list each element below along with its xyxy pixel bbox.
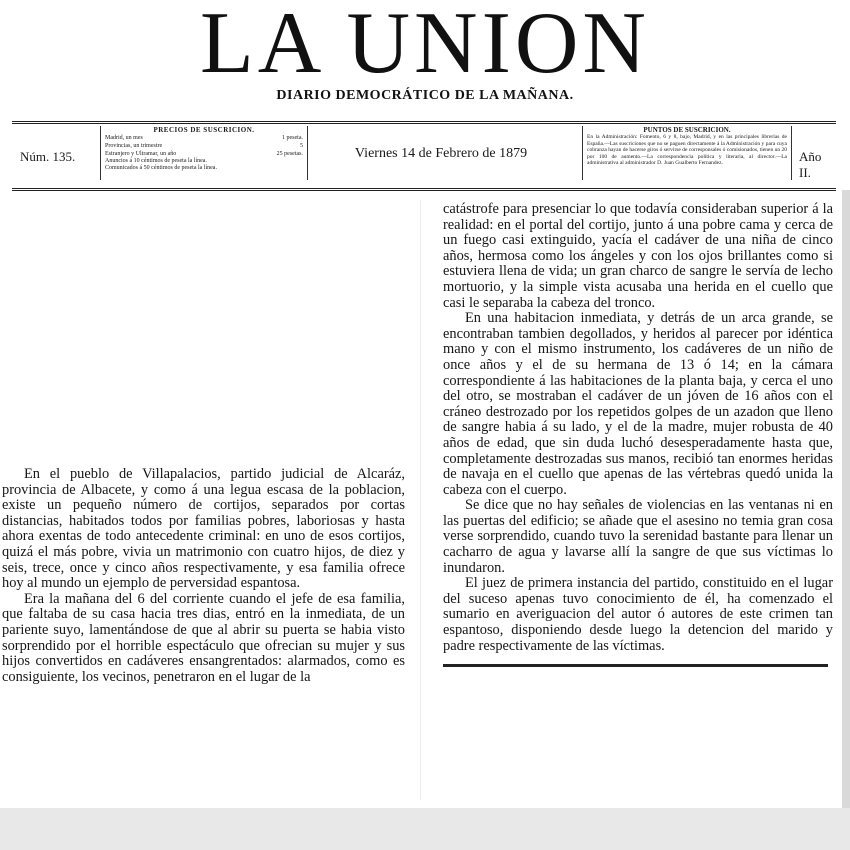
article-paragraph: Era la mañana del 6 del corriente cuando el jefe de esa familia, que faltaba de su casa hacia tres dias, entró en la inmediata, de un pariente suyo, lamentándose de que al abrir su puerta se habia visto sorprendido por el horrible espectáculo que ofrecian su mujer y sus hijos convertidos en cadáveres ensangrentados: alarmados, como es consiguiente, los vecinos, penetraron en el lugar de la <box>2 590 405 685</box>
issue-date: Viernes 14 de Febrero de 1879 <box>354 146 528 161</box>
subscription-row-price: 1 peseta. <box>282 135 303 141</box>
points-text: En la Administración: Fomento, 6 y 8, bajo, Madrid, y en las principales librerías de España.—Las suscriciones que no se paguen directamente á la Administración y para cuya cobranza hayan de hacerse giros ó servirse de corresponsales ó comisionados, tienen un 20 por 100 de aumento.—La correspondencia política y literaria, al director.—La administrativa al administrador D. Juan Gualberto Fernandez. <box>587 134 787 167</box>
article-paragraph-continuation: catástrofe para presenciar lo que todavía consideraban superior á la realidad: en el portal del cortijo, junto á una pobre cama y cerca de un fuego casi extinguido, yacía el cadáver de una niña de cinco años, hermosa como los ángeles y con los ojos brillantes como si estuviera llena de vida; un gran charco de sangre le servía de lecho mortuorio, y la simple vista acusaba una herida en el cuello que casi le separaba la cabeza del tronco. <box>443 201 833 311</box>
article-paragraph: Se dice que no hay señales de violencias en las ventanas ni en las puertas del edificio; se añade que el asesino no temia gran cosa verse sorprendido, cuando tuvo la serenidad bastante para llenar un cacharro de agua y lavarse allí la sangre de que sus víctimas lo inundaron. <box>443 497 833 576</box>
subscription-row <box>105 142 303 150</box>
newspaper-title: LA UNION <box>200 0 650 92</box>
page-edge-shadow <box>842 190 850 808</box>
subscription-row <box>105 150 303 158</box>
article-paragraph: En el pueblo de Villapalacios, partido judicial de Alcaráz, provincia de Albacete, y como á una legua escasa de la poblacion, existe un pequeño número de cortijos, separados por cortas distancias, habitados todos por familias pobres, laboriosas y hasta ahora exentas de todo antecedente criminal: en uno de esos cortijos, quizá el más pobre, vivia un matrimonio con cuatro hijos, de diez y seis, trece, once y cinco años respectivamente, y esa familia ofrece hoy al mundo un ejemplo de perversidad espantosa. <box>2 466 405 592</box>
article-paragraph: El juez de primera instancia del partido, constituido en el lugar del suceso apenas tuvo conocimiento de él, ha comenzado el sumario en averiguacion del autor ó autores de este crimen tan espantoso, disponiendo desde luego la detencion del marido y padre respectivamente de las víctimas. <box>443 575 833 654</box>
article-left-column <box>2 467 405 685</box>
subscription-title: PRECIOS DE SUSCRICION. <box>153 126 255 134</box>
subscription-row-label: Estranjero y Ultramar, un año <box>105 151 177 157</box>
article-right-column <box>443 202 833 667</box>
scan-footer-margin <box>0 808 850 850</box>
issue-year: Año II. <box>799 149 822 180</box>
subscription-row-price: 25 pesetas. <box>276 151 303 157</box>
communiques-note: Comunicados á 50 céntimos de peseta la línea. <box>105 165 217 171</box>
points-title: PUNTOS DE SUSCRICION. <box>643 126 731 134</box>
article-end-rule <box>443 664 828 667</box>
issue-info-bar <box>12 121 836 191</box>
subscription-row-price: 5 <box>300 143 303 149</box>
subscription-prices-box <box>100 126 308 180</box>
subscription-row-label: Provincias, un trimestre <box>105 143 163 149</box>
article-paragraph: En una habitacion inmediata, y detrás de un arca grande, se encontraban tambien degollados, y heridos al parecer por idéntica mano y con el mismo instrumento, los cadáveres de un niño de once años y el de su hermana de 13 ó 14; en la cámara correspondiente á las habitaciones de la planta baja, y cerca el uno del otro, se mostraban el cadáver de un jóven de 16 años con el cráneo destrozado por los repetidos golpes de un azadon que lleno de sangre habia á su lado, y el de la madre, mujer robusta de 40 años de edad, que sin duda luchó desesperadamente hasta que, completamente destrozadas sus manos, recibió tan enormes heridas de navaja en el cuello que apenas de las vértebras quedó unida la cabeza con el cuerpo. <box>443 310 833 498</box>
column-gutter <box>420 200 421 800</box>
subscription-row <box>105 134 303 142</box>
subscription-row-label: Madrid, un mes <box>105 135 143 141</box>
issue-number: Núm. 135. <box>20 149 76 164</box>
newspaper-subtitle: DIARIO DEMOCRÁTICO DE LA MAÑANA. <box>276 88 574 103</box>
ads-note: Anuncios á 10 céntimos de peseta la línea. <box>105 158 207 164</box>
subscription-points-box <box>582 126 792 180</box>
